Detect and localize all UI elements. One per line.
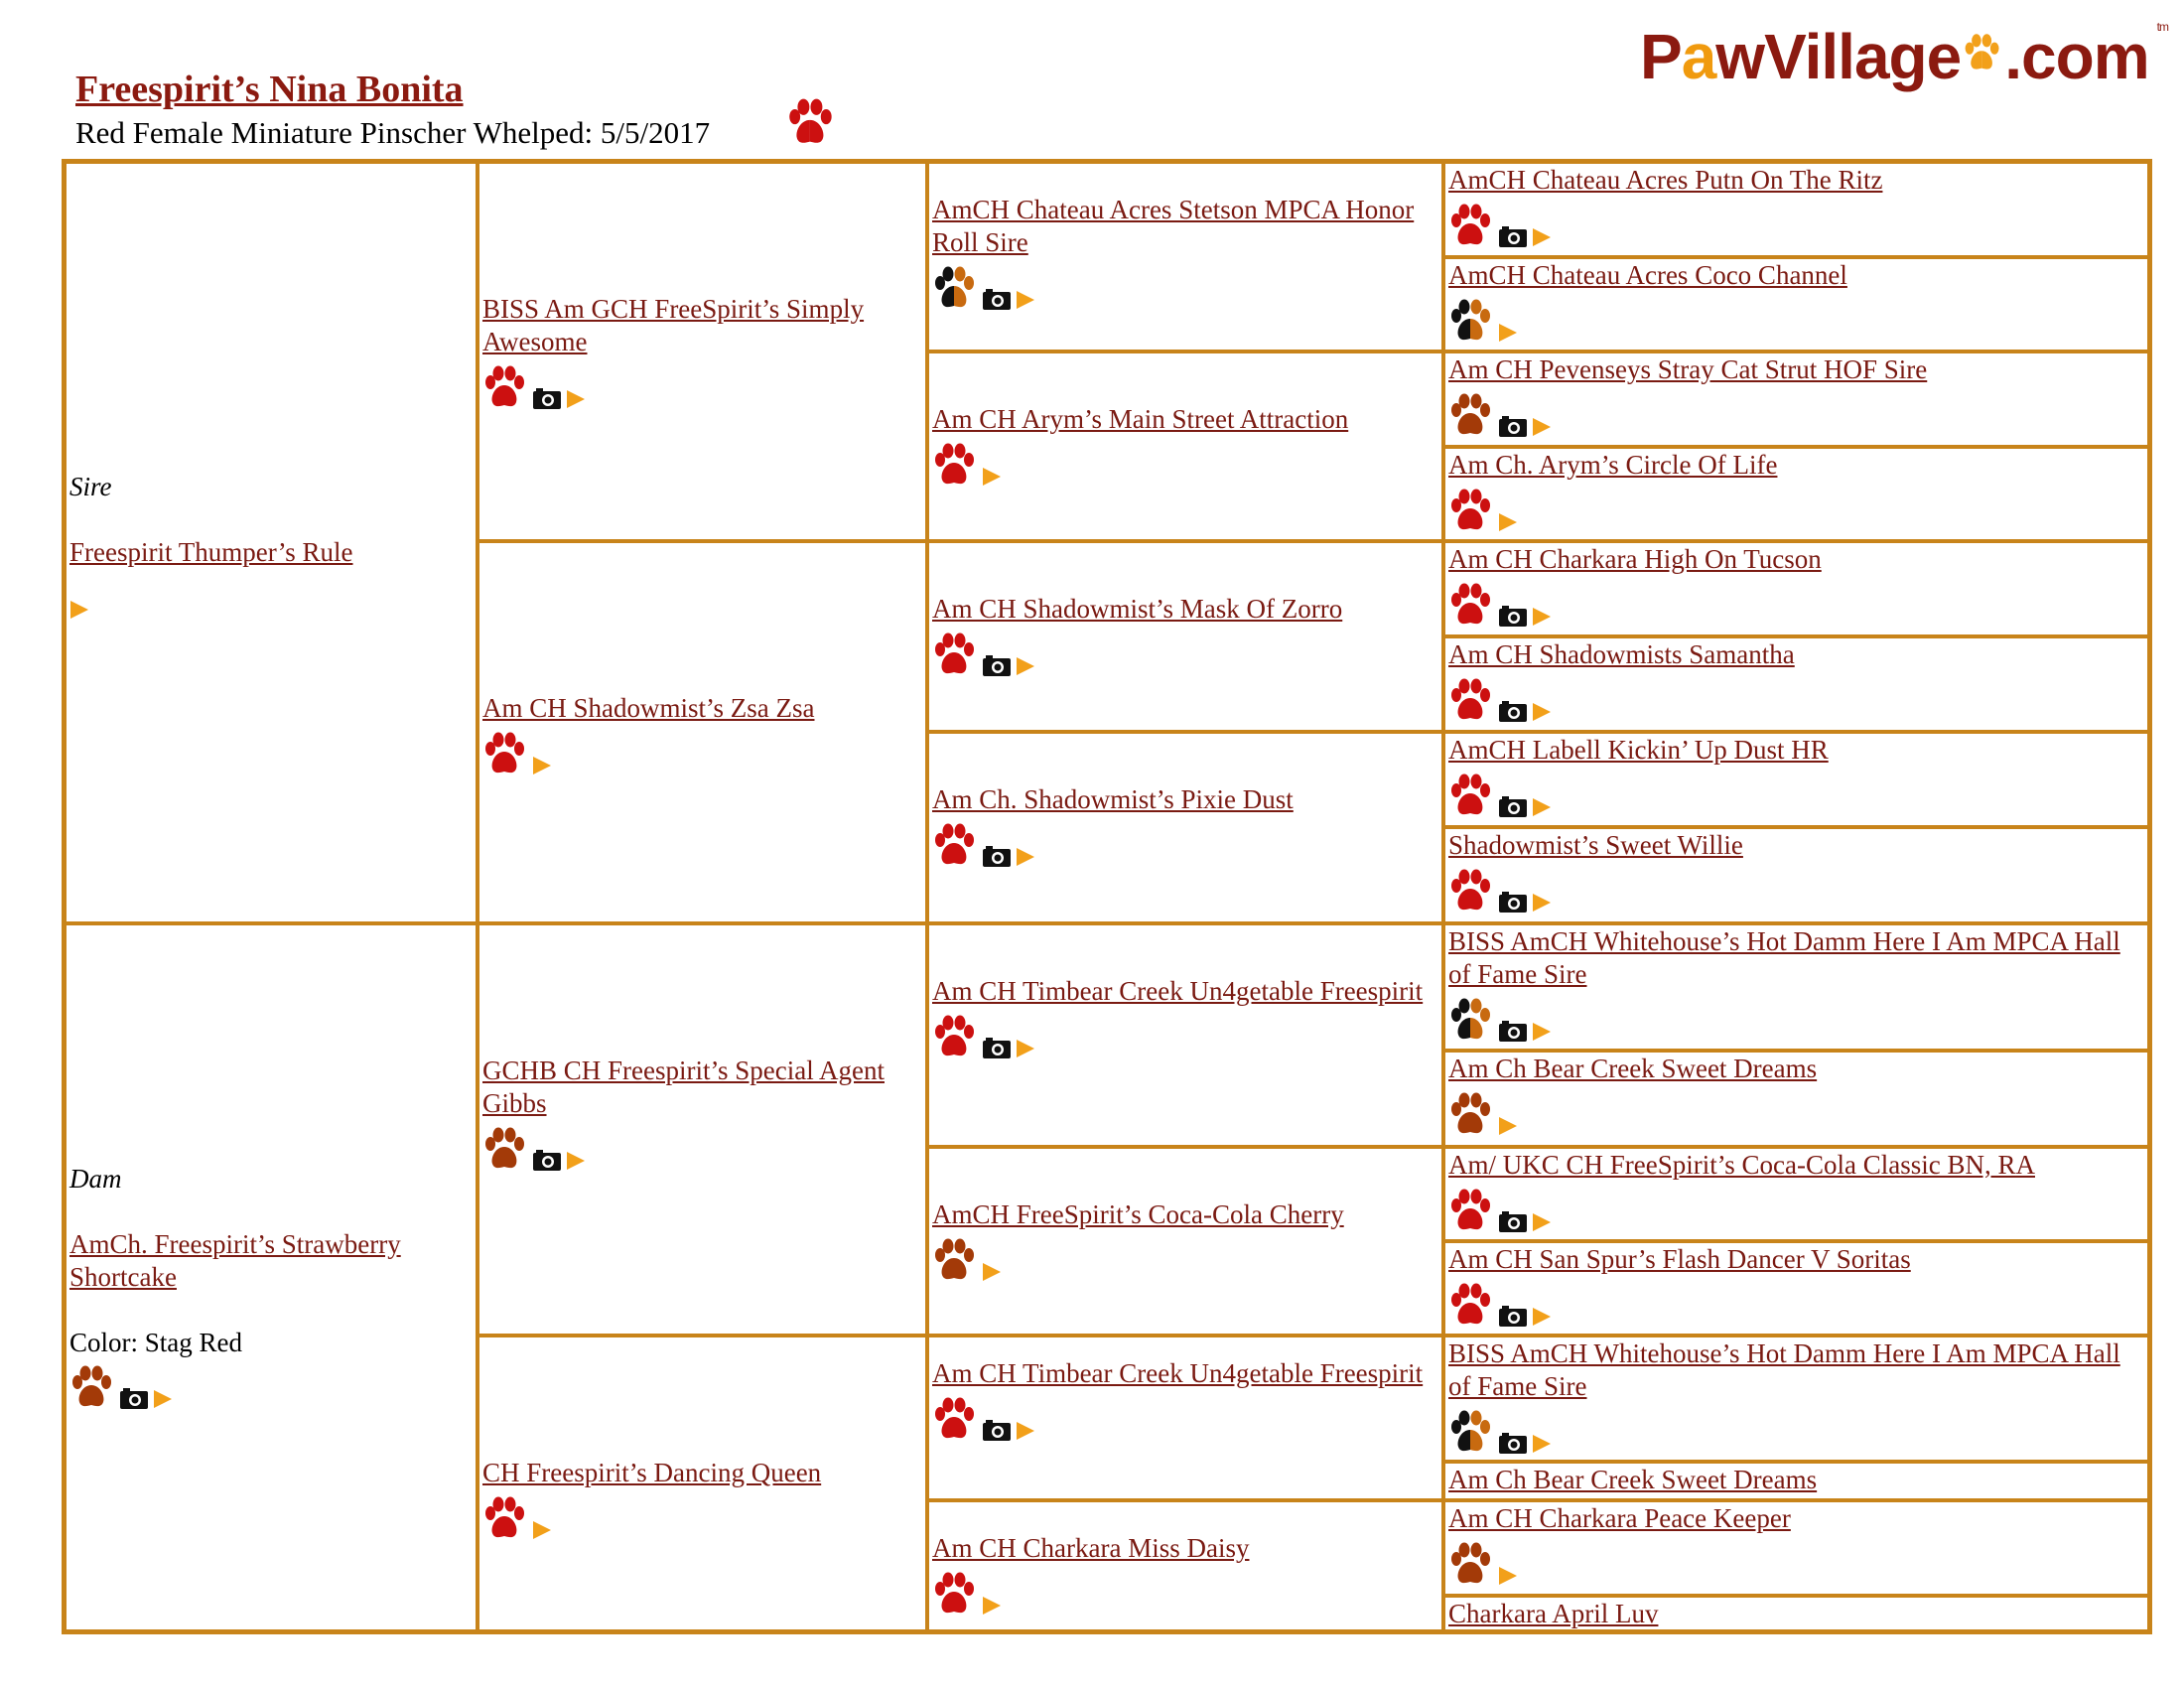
entry-content [1448,925,2144,1043]
arrow-icon[interactable] [1532,796,1552,818]
logo-text-o: a [1681,21,1716,92]
great-great-grandparent-cell [1443,1051,2149,1147]
dog-name-link[interactable]: Am CH Charkara Miss Daisy [932,1533,1250,1563]
arrow-icon[interactable] [1532,416,1552,438]
title-paw-icon [786,97,836,152]
dog-name-link[interactable]: Am CH Charkara Peace Keeper [1448,1503,1791,1533]
paw-red-icon [932,1014,978,1059]
paw-red-icon [932,822,978,868]
icon-row [482,1491,922,1541]
dog-name-link[interactable]: CH Freespirit’s Dancing Queen [482,1458,822,1487]
entry-content [482,692,922,776]
icon-row [932,628,1438,677]
entry-content [932,1357,1438,1442]
great-great-grandparent-cell [1443,541,2149,636]
dog-name-link[interactable]: Am CH Arym’s Main Street Attraction [932,404,1349,434]
great-great-grandparent-cell [1443,1336,2149,1462]
icon-row [1448,578,2144,628]
icon-row [1448,1184,2144,1233]
entry-content [1448,353,2144,438]
icon-row [1448,673,2144,723]
arrow-icon[interactable] [1532,226,1552,248]
icon-row [1448,1278,2144,1328]
camera-icon[interactable] [1498,699,1528,723]
entry-content [1448,1598,2144,1630]
entry-content [69,1164,473,1410]
icon-row [932,1392,1438,1442]
camera-icon[interactable] [1498,224,1528,248]
dog-name-link[interactable]: BISS AmCH Whitehouse’s Hot Damm Here I Am MPCA Hall of Fame Sire [1448,1338,2120,1401]
icon-row [932,438,1438,488]
logo-trademark: tm [2156,20,2168,34]
icon-row [482,1122,922,1172]
great-great-grandparent-cell [1443,732,2149,827]
dog-name-link[interactable]: Am Ch. Arym’s Circle Of Life [1448,450,1778,480]
page-title: Freespirit’s Nina Bonita [75,69,464,110]
icon-row [1448,864,2144,914]
grandparent-cell [478,1336,927,1631]
dog-name-link[interactable]: Am CH Timbear Creek Un4getable Freespirit [932,1358,1424,1388]
arrow-icon[interactable] [1016,655,1035,677]
paw-black-tan-icon [1448,1409,1494,1455]
entry-content [932,1198,1438,1283]
arrow-icon[interactable] [532,755,552,776]
dog-name-link[interactable]: Am CH Pevenseys Stray Cat Strut HOF Sire [1448,354,1928,384]
great-great-grandparent-cell [1443,636,2149,732]
arrow-icon[interactable] [982,1261,1002,1283]
icon-row [482,360,922,410]
paw-brown-icon [1448,1541,1494,1587]
arrow-icon[interactable] [1498,1115,1518,1137]
entry-content [1448,1502,2144,1587]
camera-icon[interactable] [119,1386,149,1410]
arrow-icon[interactable] [1016,289,1035,311]
great-great-grandparent-cell [1443,1147,2149,1241]
arrow-icon[interactable] [1532,1021,1552,1043]
great-grandparent-cell [927,923,1443,1147]
entry-content [1448,164,2144,248]
dog-description: Red Female Miniature Pinscher Whelped: 5/5/2017 [75,115,711,150]
great-great-grandparent-cell [1443,162,2149,257]
paw-brown-icon [1448,392,1494,438]
icon-row [1448,484,2144,533]
great-great-grandparent-cell [1443,1241,2149,1336]
paw-red-icon [932,1571,978,1617]
dog-name-link[interactable]: AmCH FreeSpirit’s Coca-Cola Cherry [932,1199,1344,1229]
paw-red-icon [1448,677,1494,723]
paw-black-tan-icon [932,265,978,311]
camera-icon[interactable] [1498,794,1528,818]
logo-paw-icon [1963,14,2002,87]
icon-row [932,261,1438,311]
great-grandparent-cell [927,352,1443,541]
paw-red-icon [482,1495,528,1541]
icon-row [69,1360,473,1410]
parent-label: Dam [69,1164,122,1194]
entry-content [932,194,1438,311]
arrow-icon[interactable] [1498,511,1518,533]
dog-name-link[interactable]: AmCH Chateau Acres Putn On The Ritz [1448,165,1883,195]
icon-row [932,1567,1438,1617]
paw-red-icon [1448,868,1494,914]
great-great-grandparent-cell [1443,923,2149,1051]
entry-content [482,293,922,410]
icon-row [1448,199,2144,248]
logo-text-com: .com [2004,21,2149,92]
entry-content [932,975,1438,1059]
camera-icon[interactable] [1498,1431,1528,1455]
pawvillage-logo[interactable] [1640,14,2176,93]
dog-name-link[interactable]: Charkara April Luv [1448,1599,1659,1628]
paw-red-icon [1448,1188,1494,1233]
dog-name-link[interactable]: Am Ch Bear Creek Sweet Dreams [1448,1054,1818,1083]
arrow-icon[interactable] [982,1595,1002,1617]
paw-black-tan-icon [1448,298,1494,344]
camera-icon[interactable] [1498,414,1528,438]
entry-content [1448,829,2144,914]
icon-row [69,571,473,621]
great-grandparent-cell [927,162,1443,352]
icon-row [932,818,1438,868]
dog-name-link[interactable]: Freespirit Thumper’s Rule [69,537,353,567]
icon-row [482,727,922,776]
dog-name-link[interactable]: Am CH Timbear Creek Un4getable Freespirit [932,976,1424,1006]
arrow-icon[interactable] [1498,322,1518,344]
paw-red-icon [482,731,528,776]
dog-name-link[interactable]: Am Ch. Shadowmist’s Pixie Dust [932,784,1294,814]
entry-content [1448,449,2144,533]
paw-red-icon [932,1396,978,1442]
dog-name-link[interactable]: Am CH Shadowmists Samantha [1448,639,1795,669]
dog-name-link[interactable]: AmCh. Freespirit’s Strawberry Shortcake [69,1229,401,1292]
paw-red-icon [1448,582,1494,628]
camera-icon[interactable] [982,1418,1012,1442]
dog-name-link[interactable]: AmCH Chateau Acres Coco Channel [1448,260,1847,290]
icon-row [1448,294,2144,344]
grandparent-cell [478,541,927,923]
arrow-icon[interactable] [153,1388,173,1410]
arrow-icon[interactable] [1532,1433,1552,1455]
dog-name-link[interactable]: Am CH Charkara High On Tucson [1448,544,1822,574]
icon-row [1448,388,2144,438]
great-great-grandparent-cell [1443,447,2149,541]
entry-content [482,1457,922,1541]
paw-red-icon [932,632,978,677]
entry-content [1448,1149,2144,1233]
dog-name-link[interactable]: AmCH Chateau Acres Stetson MPCA Honor Roll Sire [932,195,1415,257]
paw-brown-icon [69,1364,115,1410]
entry-content [932,403,1438,488]
pedigree-grid [62,159,2152,1634]
arrow-icon[interactable] [982,466,1002,488]
paw-red-icon [482,364,528,410]
parent-label: Sire [69,472,112,501]
arrow-icon[interactable] [1016,1420,1035,1442]
great-great-grandparent-cell [1443,1500,2149,1596]
dog-name-link[interactable]: Am CH Shadowmist’s Zsa Zsa [482,693,815,723]
camera-icon[interactable] [532,1148,562,1172]
camera-icon[interactable] [982,1036,1012,1059]
icon-row [932,1010,1438,1059]
grandparent-cell [478,162,927,541]
paw-black-tan-icon [1448,997,1494,1043]
camera-icon[interactable] [982,653,1012,677]
logo-text-p: P [1640,21,1682,92]
dog-name-link[interactable]: AmCH Labell Kickin’ Up Dust HR [1448,735,1829,765]
icon-row [1448,1087,2144,1137]
paw-red-icon [932,442,978,488]
camera-icon[interactable] [1498,604,1528,628]
great-great-grandparent-cell [1443,257,2149,352]
icon-row [1448,769,2144,818]
dog-name-link[interactable]: BISS Am GCH FreeSpirit’s Simply Awesome [482,294,865,356]
entry-content [1448,1053,2144,1137]
entry-content [932,783,1438,868]
icon-row [1448,1537,2144,1587]
entry-content [1448,734,2144,818]
arrow-icon[interactable] [1016,846,1035,868]
great-grandparent-cell [927,732,1443,923]
great-great-grandparent-cell [1443,1596,2149,1631]
camera-icon[interactable] [982,287,1012,311]
great-great-grandparent-cell [1443,1462,2149,1500]
great-great-grandparent-cell [1443,352,2149,447]
icon-row [1448,1405,2144,1455]
sire-cell [65,162,478,923]
paw-brown-icon [1448,1091,1494,1137]
dog-name-link[interactable]: BISS AmCH Whitehouse’s Hot Damm Here I Am MPCA Hall of Fame Sire [1448,926,2120,989]
arrow-icon[interactable] [69,599,89,621]
arrow-icon[interactable] [1532,606,1552,628]
paw-brown-icon [932,1237,978,1283]
arrow-icon[interactable] [1498,1565,1518,1587]
entry-content [1448,638,2144,723]
camera-icon[interactable] [1498,1209,1528,1233]
entry-content [1448,1337,2144,1455]
entry-content [1448,1243,2144,1328]
great-grandparent-cell [927,541,1443,732]
dog-name-link[interactable]: Am Ch Bear Creek Sweet Dreams [1448,1465,1818,1494]
color-text: Color: Stag Red [69,1328,242,1357]
arrow-icon[interactable] [1532,892,1552,914]
dam-cell [65,923,478,1631]
icon-row [1448,993,2144,1043]
logo-text-village: wVillage [1715,21,1962,92]
entry-content [1448,543,2144,628]
entry-content [1448,259,2144,344]
dog-name-link[interactable]: Shadowmist’s Sweet Willie [1448,830,1743,860]
camera-icon[interactable] [1498,890,1528,914]
dog-name-link[interactable]: Am/ UKC CH FreeSpirit’s Coca-Cola Classic BN, RA [1448,1150,2035,1180]
entry-content [482,1055,922,1172]
entry-content [1448,1464,2144,1496]
arrow-icon[interactable] [566,1150,586,1172]
arrow-icon[interactable] [532,1519,552,1541]
great-grandparent-cell [927,1500,1443,1631]
camera-icon[interactable] [532,386,562,410]
grandparent-cell [478,923,927,1336]
entry-content [932,1532,1438,1617]
paw-red-icon [1448,203,1494,248]
arrow-icon[interactable] [1532,701,1552,723]
camera-icon[interactable] [1498,1019,1528,1043]
arrow-icon[interactable] [1532,1211,1552,1233]
arrow-icon[interactable] [1016,1038,1035,1059]
arrow-icon[interactable] [1532,1306,1552,1328]
dog-name-link[interactable]: Am CH Shadowmist’s Mask Of Zorro [932,594,1343,624]
entry-content [932,593,1438,677]
great-grandparent-cell [927,1147,1443,1336]
dog-name-link[interactable]: GCHB CH Freespirit’s Special Agent Gibbs [482,1055,885,1118]
great-grandparent-cell [927,1336,1443,1500]
dog-name-link[interactable]: Am CH San Spur’s Flash Dancer V Soritas [1448,1244,1911,1274]
arrow-icon[interactable] [566,388,586,410]
paw-red-icon [1448,1282,1494,1328]
camera-icon[interactable] [1498,1304,1528,1328]
paw-red-icon [1448,488,1494,533]
great-great-grandparent-cell [1443,827,2149,923]
entry-content [69,472,473,621]
icon-row [932,1233,1438,1283]
camera-icon[interactable] [982,844,1012,868]
paw-red-icon [1448,773,1494,818]
paw-brown-icon [482,1126,528,1172]
